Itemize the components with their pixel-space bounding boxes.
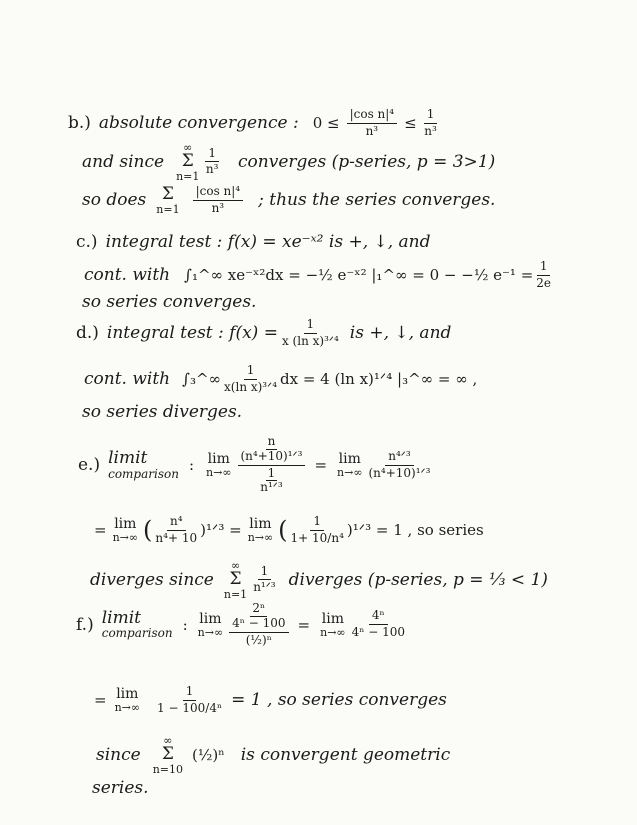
b3-text-so-does: so does — [82, 190, 147, 211]
b2-text-and-since: and since — [82, 151, 165, 172]
e2-fraction-2: $\frac{1}{\text{1+ 10/n⁴}}$ — [290, 514, 344, 545]
b2-fraction: $\frac{1}{\text{n³}}$ — [205, 145, 219, 177]
e-lim-1: lim n→∞ — [206, 451, 232, 479]
e2-paren-open-2: ( — [278, 516, 288, 545]
b-fraction-cos: $\frac{\text{|cos n|⁴}}{\text{n³}}$ — [347, 108, 398, 139]
d3-text: so series diverges. — [82, 402, 243, 422]
e-compound-fraction: n (n⁴+10)¹ᐟ³ 1 n¹ᐟ³ — [238, 435, 306, 495]
e2-lim-2: lim n→∞ — [247, 516, 274, 545]
f-compound-fraction: 2ⁿ 4ⁿ − 100 (½)ⁿ — [229, 602, 288, 647]
e-fraction-2: $\frac{\text{n⁴ᐟ³}}{\text{(n⁴+10)¹ᐟ³}}$ — [368, 448, 431, 480]
label-b: b.) — [68, 113, 91, 134]
f-lim-2: lim n→∞ — [320, 610, 346, 639]
f2-fraction: $\frac{1}{\text{1 − 100/4ⁿ}}$ — [157, 684, 223, 715]
b-text: absolute convergence : — [98, 113, 299, 134]
d2-text: cont. with — [84, 369, 171, 390]
f3-text-since: since — [96, 744, 141, 765]
f2-equals: = — [94, 691, 107, 710]
e2-fraction-1: $\frac{\text{n⁴}}{\text{n⁴+ 10}}$ — [155, 514, 198, 545]
e-equals: = — [314, 456, 328, 475]
line-f-4 — [92, 778, 149, 798]
e2-exp-2: )¹ᐟ³ = 1 , so series — [346, 521, 484, 540]
e-text-comparison: comparison — [108, 466, 179, 481]
f2-lim: lim n→∞ — [114, 686, 141, 715]
b-fraction-one-over-n3: $\frac{1}{\text{n³}}$ — [424, 107, 437, 138]
b3-fraction: $\frac{\text{|cos n|⁴}}{\text{n³}}$ — [193, 185, 244, 216]
f-text-comparison: comparison — [101, 626, 173, 641]
e3-text-diverges-since: diverges since — [90, 569, 214, 590]
c2-math: ∫₁^∞ xe⁻ˣ²dx = −½ e⁻ˣ² |₁^∞ = 0 − −½ e⁻¹ = — [184, 266, 534, 285]
f3-term: (½)ⁿ — [192, 745, 225, 764]
line-e-limit-comparison — [78, 435, 433, 495]
f3-text-convergent: is convergent geometric — [240, 744, 451, 765]
line-f-2 — [94, 685, 447, 716]
e2-lim-1: lim n→∞ — [112, 516, 139, 545]
f-fraction-2: $\frac{\text{4ⁿ}}{\text{4ⁿ − 100}}$ — [351, 608, 406, 640]
line-b-3 — [82, 185, 495, 216]
line-f-limit-comparison — [76, 602, 408, 647]
e3-text-p-series: diverges (p-series, p = ⅓ < 1) — [288, 569, 548, 590]
label-c: c.) — [76, 232, 98, 252]
f-lim-1: lim n→∞ — [197, 610, 224, 639]
e3-summation: ∞ Σ n=1 — [223, 559, 248, 601]
e2-equals: = — [94, 521, 107, 540]
c2-text: cont. with — [84, 265, 171, 286]
b-ineq-left: 0 ≤ — [312, 114, 340, 133]
e2-exp-1: )¹ᐟ³ = — [200, 521, 242, 540]
e-lim-2: lim n→∞ — [337, 451, 363, 479]
d-text-2: is +, ↓, and — [349, 323, 452, 344]
line-c-2 — [84, 260, 554, 291]
line-c-integral-test — [76, 232, 431, 252]
line-f-3 — [96, 735, 450, 775]
f3-summation: ∞ Σ n=10 — [152, 734, 184, 776]
f4-text: series. — [92, 778, 149, 798]
d2-fraction: $\frac{1}{\text{x(ln x)³ᐟ⁴}}$ — [224, 363, 278, 394]
line-d-2 — [84, 364, 477, 395]
line-d-3 — [82, 402, 242, 422]
line-e-2 — [94, 515, 484, 546]
d-text: integral test : f(x) = — [106, 323, 278, 344]
f-equals: = — [297, 615, 311, 634]
b3-text-thus: ; thus the series converges. — [258, 190, 496, 211]
line-c-3 — [82, 292, 256, 312]
f2-text: = 1 , so series converges — [231, 690, 447, 711]
line-d-integral-test — [76, 318, 451, 349]
label-e: e.) — [78, 455, 101, 476]
line-b-2 — [82, 142, 495, 182]
e-text-limit: limit — [108, 448, 148, 469]
d-fraction: $\frac{1}{\text{x (ln x)³ᐟ⁴}}$ — [281, 317, 339, 348]
e-colon: : — [188, 456, 195, 475]
b3-summation: Σ n=1 — [156, 183, 180, 216]
b2-summation: ∞ Σ n=1 — [176, 141, 200, 183]
b-le: ≤ — [404, 114, 417, 133]
b2-text-converges: converges (p-series, p = 3>1) — [238, 151, 496, 172]
d2-math: dx = 4 (ln x)¹ᐟ⁴ |₃^∞ = ∞ , — [280, 370, 478, 389]
e3-fraction: $\frac{1}{\text{n¹ᐟ³}}$ — [253, 563, 276, 595]
label-d: d.) — [76, 323, 99, 344]
f-colon: : — [182, 615, 188, 634]
d2-integral: ∫₃^∞ — [182, 370, 222, 389]
line-e-3 — [90, 560, 548, 600]
f-text-limit: limit — [101, 607, 141, 628]
label-f: f.) — [76, 614, 94, 635]
c2-fraction: $\frac{1}{2e}$ — [536, 259, 552, 290]
e2-paren-open-1: ( — [143, 516, 153, 545]
line-b-absolute-convergence — [68, 108, 440, 139]
c-text: integral test : f(x) = xe⁻ˣ² is +, ↓, and — [105, 232, 431, 252]
c3-text: so series converges. — [82, 292, 257, 312]
